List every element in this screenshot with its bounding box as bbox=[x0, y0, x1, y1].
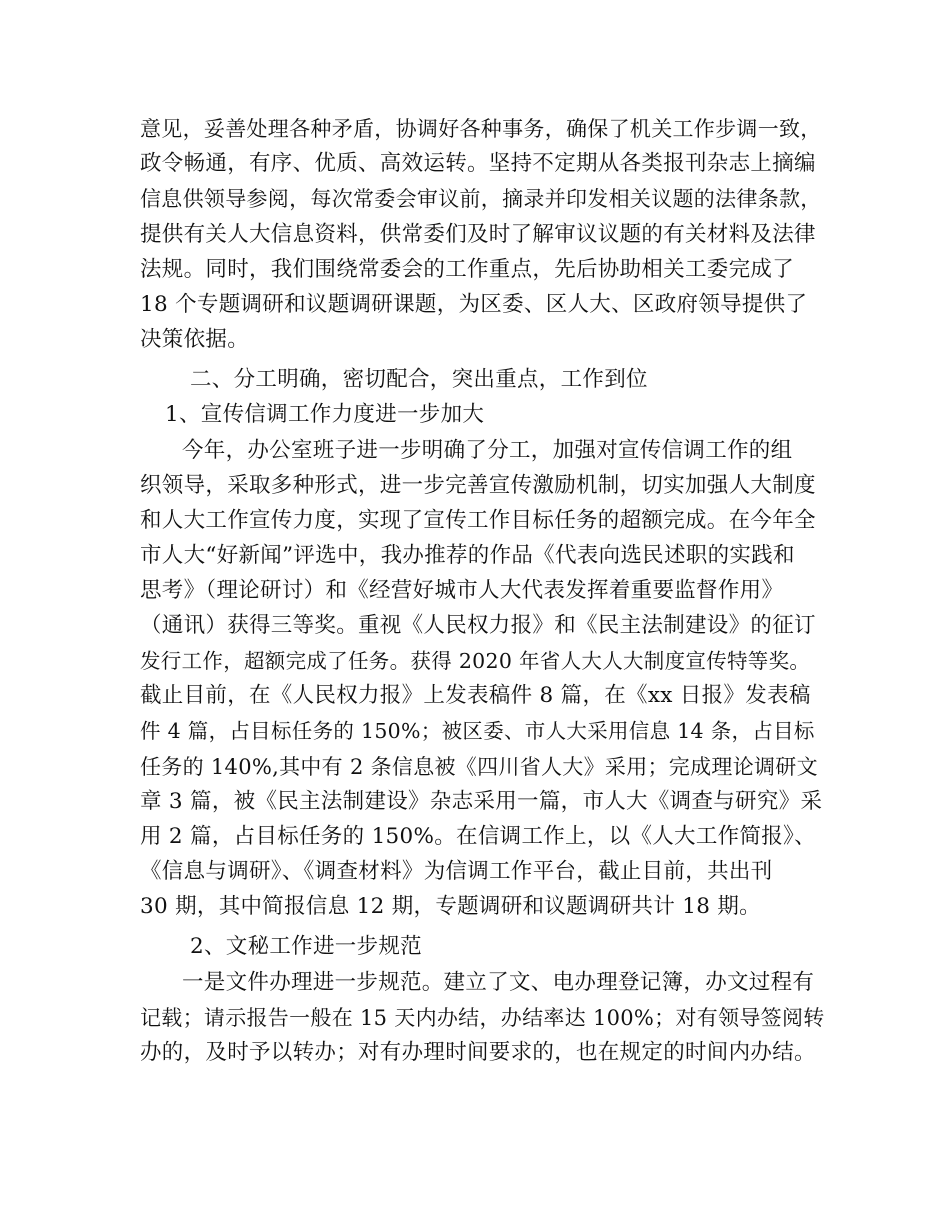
text-line: 今年，办公室班子进一步明确了分工，加强对宣传信调工作的组 bbox=[182, 438, 793, 463]
subsection-heading: 2、文秘工作进一步规范 bbox=[190, 934, 422, 959]
text-line: 市人大“好新闻”评选中，我办推荐的作品《代表向选民述职的实践和 bbox=[140, 543, 795, 568]
text-line: 办的，及时予以转办；对有办理时间要求的，也在规定的时间内办结。 bbox=[140, 1040, 816, 1065]
text-line: 决策依据。 bbox=[140, 327, 250, 352]
text-line: 记载；请示报告一般在 15 天内办结，办结率达 100%；对有领导签阅转 bbox=[140, 1006, 825, 1030]
text-line: 法规。同时，我们围绕常委会的工作重点，先后协助相关工委完成了 bbox=[140, 257, 795, 282]
text-line: 18 个专题调研和议题调研课题，为区委、区人大、区政府领导提供了 bbox=[140, 292, 808, 317]
text-line: 发行工作，超额完成了任务。获得 2020 年省人大人大制度宣传特等奖。 bbox=[140, 649, 811, 673]
text-line: 和人大工作宣传力度，实现了宣传工作目标任务的超额完成。在今年全 bbox=[140, 508, 816, 533]
text-line: 一是文件办理进一步规范。建立了文、电办理登记簿，办文过程有 bbox=[182, 970, 815, 995]
subsection-heading: 1、宣传信调工作力度进一步加大 bbox=[165, 402, 485, 427]
text-line: 意见，妥善处理各种矛盾，协调好各种事务，确保了机关工作步调一致， bbox=[140, 117, 822, 141]
text-line: 任务的 140%,其中有 2 条信息被《四川省人大》采用；完成理论调研文 bbox=[140, 755, 818, 779]
text-line: 30 期，其中简报信息 12 期，专题调研和议题调研共计 18 期。 bbox=[140, 894, 761, 919]
text-line: 《信息与调研》、《调查材料》为信调工作平台，截止目前，共出刊 bbox=[140, 859, 773, 884]
text-line: （通讯）获得三等奖。重视《人民权力报》和《民主法制建设》的征订 bbox=[140, 613, 816, 638]
text-line: 章 3 篇，被《民主法制建设》杂志采用一篇，市人大《调查与研究》采 bbox=[140, 789, 823, 814]
text-line: 件 4 篇，占目标任务的 150%；被区委、市人大采用信息 14 条，占目标 bbox=[140, 719, 815, 743]
text-line: 信息供领导参阅，每次常委会审议前，摘录并印发相关议题的法律条款， bbox=[140, 187, 822, 211]
text-line: 提供有关人大信息资料，供常委们及时了解审议议题的有关材料及法律 bbox=[140, 222, 816, 247]
text-line: 政令畅通，有序、优质、高效运转。坚持不定期从各类报刊杂志上摘编 bbox=[140, 151, 816, 176]
text-line: 织领导，采取多种形式，进一步完善宣传激励机制，切实加强人大制度 bbox=[140, 473, 816, 498]
text-line: 用 2 篇，占目标任务的 150%。在信调工作上，以《人大工作简报》、 bbox=[140, 824, 816, 849]
section-heading: 二、分工明确，密切配合，突出重点，工作到位 bbox=[190, 367, 648, 392]
text-line: 思考》（理论研讨）和《经营好城市人大代表发挥着重要监督作用》 bbox=[140, 578, 784, 603]
text-line: 截止目前，在《人民权力报》上发表稿件 8 篇，在《xx 日报》发表稿 bbox=[140, 683, 811, 708]
